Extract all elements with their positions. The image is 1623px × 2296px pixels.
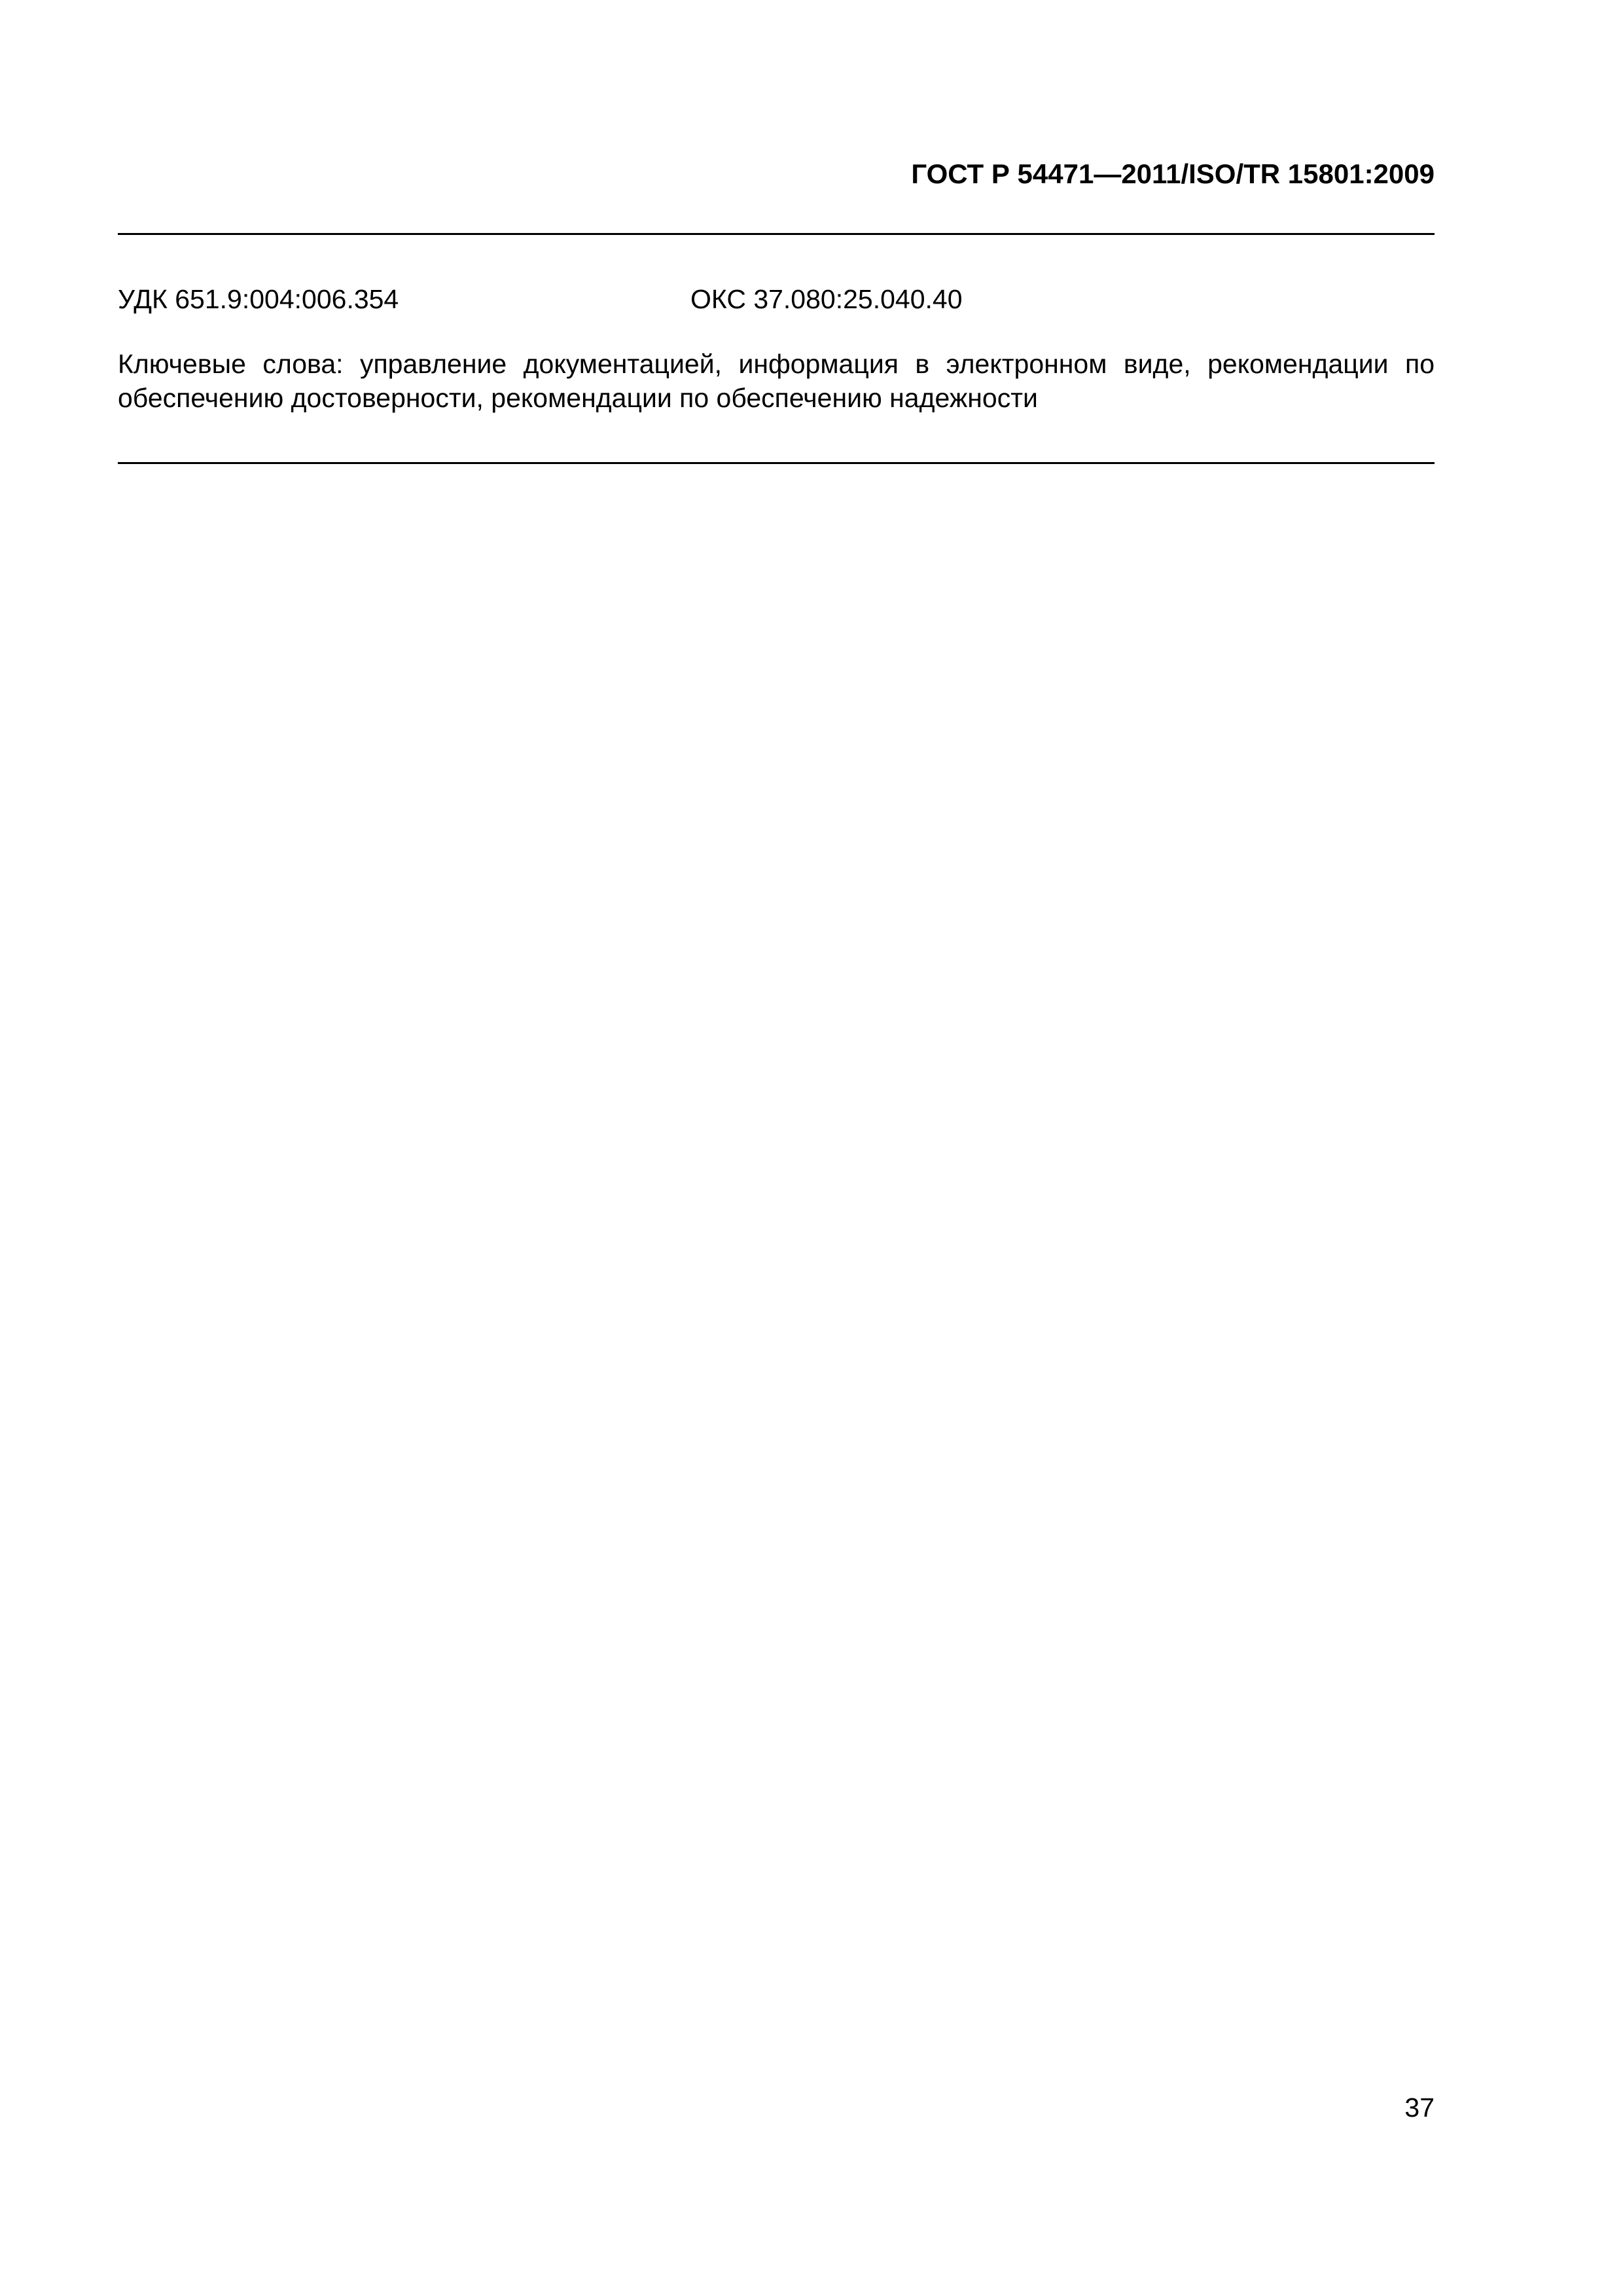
- keywords-line-2: обеспечению достоверности, рекомендации по обеспечению надежности: [118, 383, 1038, 413]
- top-divider: [118, 233, 1435, 235]
- oks-code: ОКС 37.080:25.040.40: [690, 284, 963, 314]
- keywords-block: [118, 347, 1435, 415]
- udk-code: УДК 651.9:004:006.354: [118, 284, 399, 314]
- bottom-divider: [118, 462, 1435, 464]
- keywords-line-1: Ключевые слова: управление документацией, информация в электронном виде, рекомендации по: [118, 349, 1435, 379]
- standard-designation: ГОСТ Р 54471—2011/ISO/TR 15801:2009: [911, 158, 1435, 189]
- page-number: 37: [1404, 2092, 1435, 2123]
